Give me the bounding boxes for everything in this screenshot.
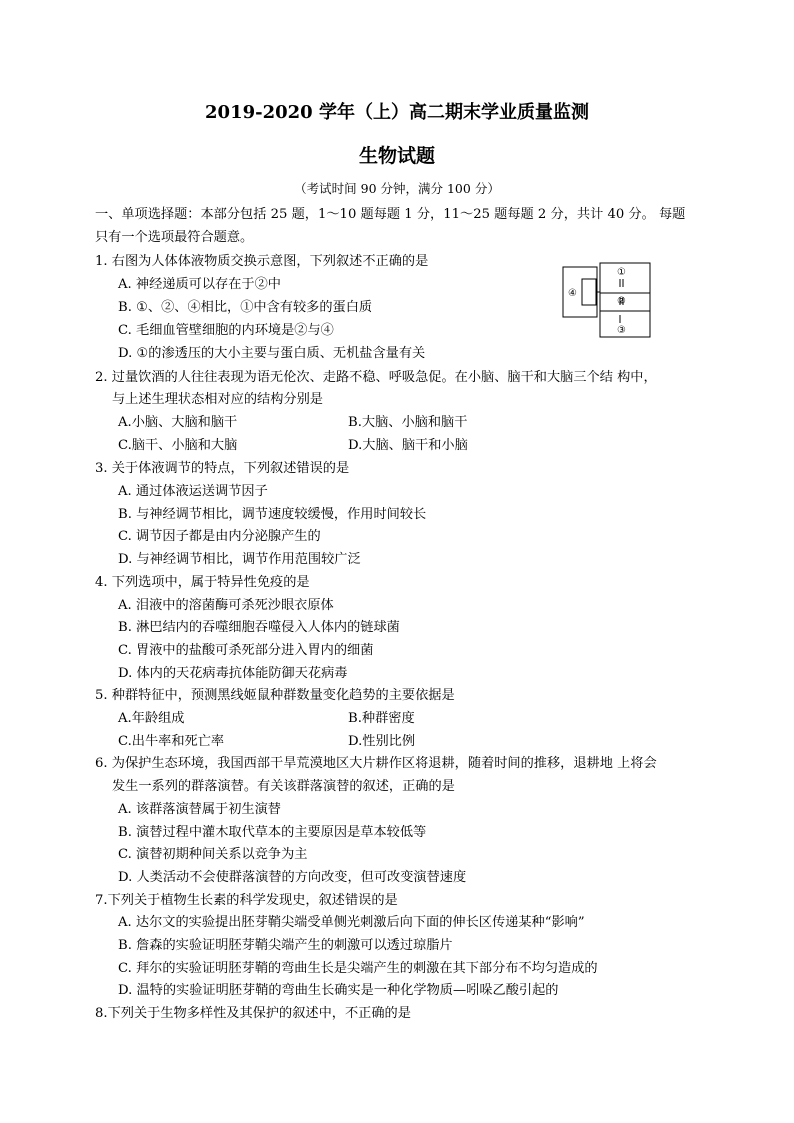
q6-stem-line1: 6. 为保护生态环境，我国西部干旱荒漠地区大片耕作区将退耕，随着时间的推移，退耕地 上将会	[95, 756, 657, 771]
q6-option-c: C. 演替初期种间关系以竞争为主	[118, 847, 308, 862]
q2-stem-line1: 2. 过量饮酒的人往往表现为语无伦次、走路不稳、呼吸急促。在小脑、脑干和大脑三个结 构中，	[95, 370, 657, 385]
q4-stem: 4. 下列选项中，属于特异性免疫的是	[95, 575, 310, 590]
q1-option-d: D. ①的渗透压的大小主要与蛋白质、无机盐含量有关	[118, 346, 426, 361]
q5-stem: 5. 种群特征中，预测黑线姬鼠种群数量变化趋势的主要依据是	[95, 688, 455, 703]
q2-stem-line2: 与上述生理状态相对应的结构分别是	[112, 392, 323, 407]
q3-stem: 3. 关于体液调节的特点，下列叙述错误的是	[95, 461, 350, 476]
section-intro-line1: 一、单项选择题：本部分包括 25 题，1～10 题每题 1 分，11～25 题每题 2 分，共计 40 分。 每题	[95, 207, 686, 222]
body-fluid-diagram	[562, 259, 654, 341]
diagram-inner-cell	[582, 279, 596, 305]
q2-option-a: A.小脑、大脑和脑干	[118, 415, 238, 430]
q3-option-c: C. 调节因子都是由内分泌腺产生的	[118, 529, 321, 544]
q5-option-a: A.年龄组成	[118, 711, 185, 726]
diagram-label-4: ④	[568, 288, 577, 299]
q4-option-c: C. 胃液中的盐酸可杀死部分进入胃内的细菌	[118, 643, 374, 658]
q4-option-b: B. 淋巴结内的吞噬细胞吞噬侵入人体内的链球菌	[118, 620, 400, 635]
q2-option-b: B.大脑、小脑和脑干	[348, 415, 468, 430]
q8-stem: 8.下列关于生物多样性及其保护的叙述中，不正确的是	[95, 1006, 411, 1021]
q1-option-c: C. 毛细血管壁细胞的内环境是②与④	[118, 323, 334, 338]
exam-note: （考试时间 90 分钟，满分 100 分）	[294, 181, 500, 196]
q7-option-d: D. 温特的实验证明胚芽鞘的弯曲生长确实是一种化学物质—吲哚乙酸引起的	[118, 983, 559, 998]
q6-option-a: A. 该群落演替属于初生演替	[118, 802, 281, 817]
q5-option-d: D.性别比例	[348, 734, 416, 749]
q4-option-d: D. 体内的天花病毒抗体能防御天花病毒	[118, 666, 348, 681]
q3-option-b: B. 与神经调节相比，调节速度较缓慢，作用时间较长	[118, 507, 427, 522]
q1-option-a: A. 神经递质可以存在于②中	[118, 277, 281, 292]
q1-option-b: B. ①、②、④相比，①中含有较多的蛋白质	[118, 300, 373, 315]
q6-option-d: D. 人类活动不会使群落演替的方向改变，但可改变演替速度	[118, 870, 467, 885]
exam-subject: 生物试题	[358, 145, 435, 167]
q2-option-c: C.脑干、小脑和大脑	[118, 438, 238, 453]
q5-option-b: B.种群密度	[348, 711, 415, 726]
q6-option-b: B. 演替过程中灌木取代草本的主要原因是草本较低等	[118, 825, 427, 840]
q2-option-d: D.大脑、脑干和小脑	[348, 438, 468, 453]
q7-option-a: A. 达尔文的实验提出胚芽鞘尖端受单侧光刺激后向下面的伸长区传递某种“影响”	[118, 915, 585, 930]
q7-option-c: C. 拜尔的实验证明胚芽鞘的弯曲生长是尖端产生的刺激在其下部分布不均匀造成的	[118, 961, 598, 976]
section-intro-line2: 只有一个选项最符合题意。	[95, 230, 254, 245]
exam-title: 2019-2020 学年（上）高二期末学业质量监测	[205, 102, 589, 123]
q4-option-a: A. 泪液中的溶菌酶可杀死沙眼衣原体	[118, 598, 334, 613]
q6-stem-line2: 发生一系列的群落演替。有关该群落演替的叙述，正确的是	[112, 779, 455, 794]
q3-option-a: A. 通过体液运送调节因子	[118, 484, 268, 499]
diagram-label-2: ②	[617, 296, 626, 307]
diagram-label-1: ①	[617, 267, 626, 278]
q1-stem: 1. 右图为人体体液物质交换示意图，下列叙述不正确的是	[95, 254, 429, 269]
diagram-label-3: ③	[617, 325, 626, 336]
q5-option-c: C.出牛率和死亡率	[118, 734, 225, 749]
q7-option-b: B. 詹森的实验证明胚芽鞘尖端产生的刺激可以透过琼脂片	[118, 938, 453, 953]
q3-option-d: D. 与神经调节相比，调节作用范围较广泛	[118, 552, 361, 567]
q7-stem: 7.下列关于植物生长素的科学发现史，叙述错误的是	[95, 893, 398, 908]
